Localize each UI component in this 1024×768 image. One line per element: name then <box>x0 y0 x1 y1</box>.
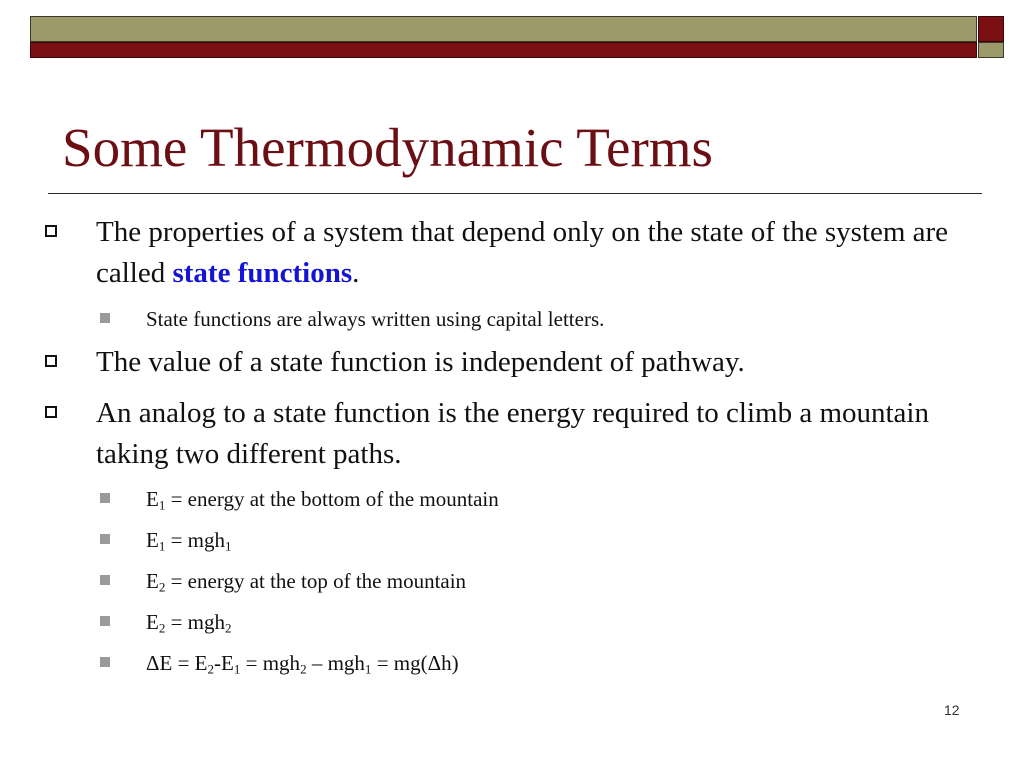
symbol-e: E <box>146 487 159 511</box>
header-maroon-square <box>978 16 1004 42</box>
subbullet-e2-formula <box>146 605 966 639</box>
subscript: 2 <box>225 620 232 636</box>
filled-square-bullet-icon <box>100 575 110 585</box>
symbol-e: E <box>146 528 159 552</box>
header-olive-square <box>978 42 1004 58</box>
subscript: 1 <box>364 661 372 677</box>
formula-text: = mgh <box>165 528 226 552</box>
bullet-text: The value of a state function is independent of pathway. <box>96 346 745 378</box>
subscript: 2 <box>300 661 307 677</box>
subscript: 2 <box>207 661 215 677</box>
bullet-state-functions <box>96 212 976 294</box>
symbol-e: E <box>146 610 159 634</box>
subscript: 1 <box>158 497 166 513</box>
subbullet-capital-letters <box>146 302 966 336</box>
subscript: 1 <box>233 661 241 677</box>
filled-square-bullet-icon <box>100 534 110 544</box>
hollow-square-bullet-icon <box>45 225 57 237</box>
subbullet-e2-definition <box>146 564 966 598</box>
formula-text: = mgh <box>240 651 301 675</box>
hollow-square-bullet-icon <box>45 406 57 418</box>
subbullet-delta-e-formula <box>146 646 966 680</box>
formula-text: ΔE = E <box>146 651 208 675</box>
bullet-mountain-analog <box>96 393 976 475</box>
subscript: 1 <box>225 538 232 554</box>
formula-text: -E <box>214 651 234 675</box>
subscript: 1 <box>158 538 166 554</box>
subbullet-text: = energy at the bottom of the mountain <box>165 487 499 511</box>
subscript: 2 <box>158 620 166 636</box>
slide-title: Some Thermodynamic Terms <box>62 117 713 178</box>
symbol-e: E <box>146 569 159 593</box>
filled-square-bullet-icon <box>100 493 110 503</box>
subbullet-e1-definition <box>146 482 966 516</box>
bullet-text: An analog to a state function is the energy required to climb a mountain taking two different paths. <box>96 397 929 470</box>
formula-text: = mgh <box>165 610 226 634</box>
page-number: 12 <box>944 702 960 718</box>
filled-square-bullet-icon <box>100 313 110 323</box>
subbullet-text: State functions are always written using capital letters. <box>146 307 605 331</box>
bullet-text-end: . <box>352 257 360 289</box>
formula-text: = mg(Δh) <box>371 651 459 675</box>
filled-square-bullet-icon <box>100 616 110 626</box>
filled-square-bullet-icon <box>100 657 110 667</box>
header-maroon-bar <box>30 42 977 58</box>
bullet-pathway <box>96 342 976 383</box>
hollow-square-bullet-icon <box>45 355 57 367</box>
formula-text: – mgh <box>306 651 365 675</box>
subbullet-e1-formula <box>146 523 966 557</box>
bullet-text: The properties of a system that depend only on the state of the system are called <box>96 216 949 289</box>
header-olive-bar <box>30 16 977 42</box>
highlight-term: state functions <box>172 257 353 289</box>
subbullet-text: = energy at the top of the mountain <box>165 569 467 593</box>
title-divider <box>48 193 982 194</box>
subscript: 2 <box>158 579 166 595</box>
